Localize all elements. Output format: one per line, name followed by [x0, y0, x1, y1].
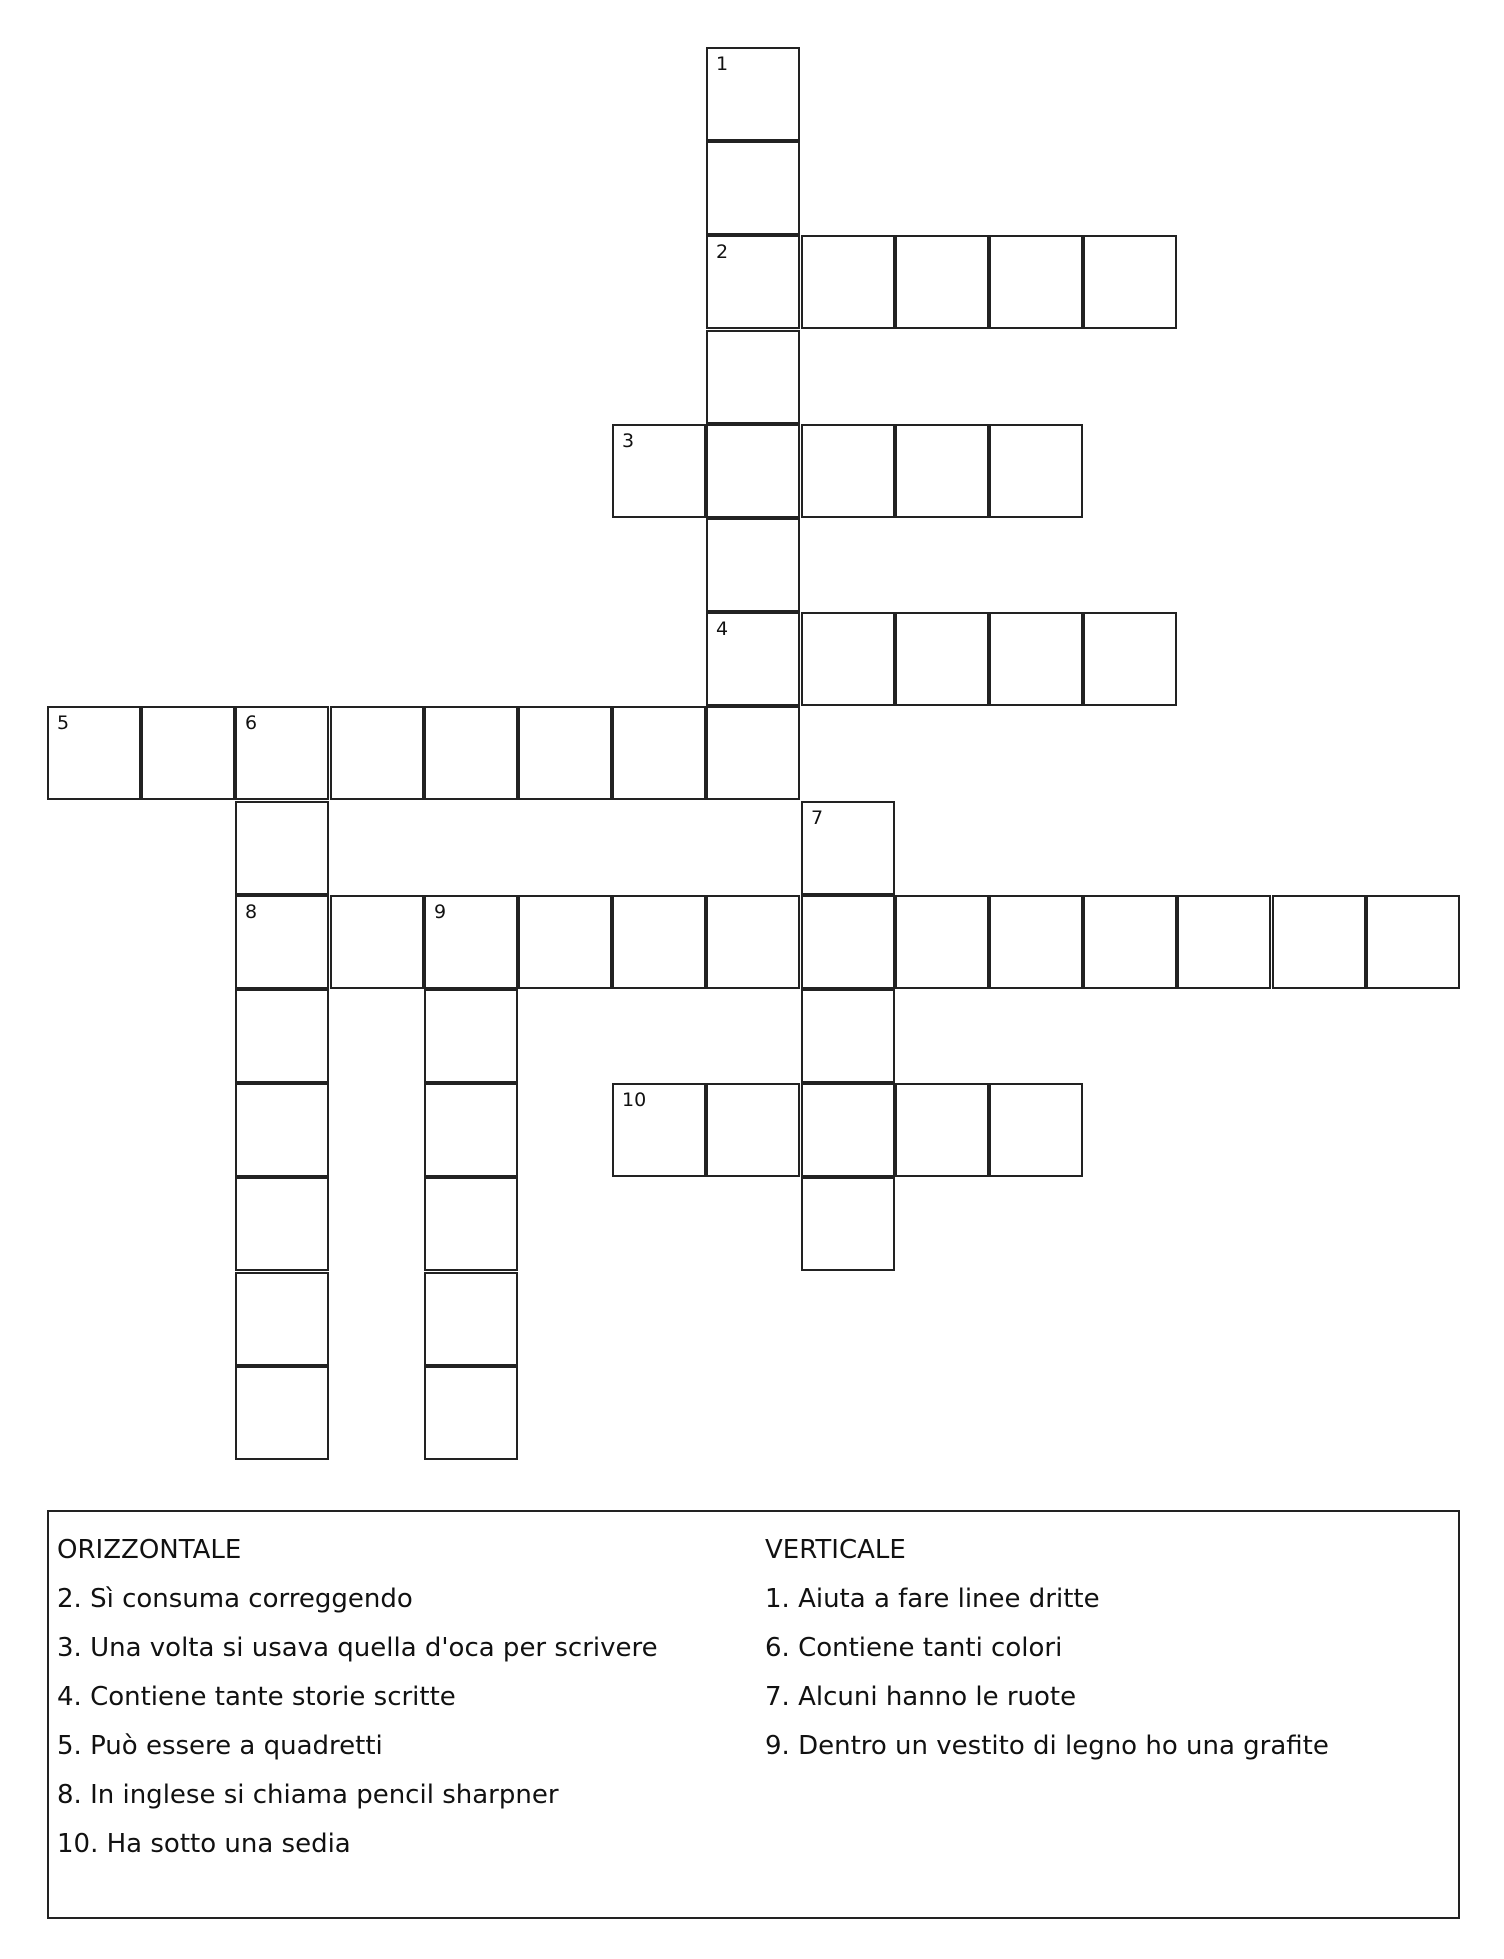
crossword-cell[interactable] [235, 1083, 329, 1177]
crossword-cell[interactable] [141, 706, 235, 800]
across-clue-10: 10. Ha sotto una sedia [57, 1829, 351, 1859]
crossword-cell[interactable] [330, 706, 424, 800]
across-heading: ORIZZONTALE [57, 1535, 242, 1565]
crossword-cell[interactable] [424, 1366, 518, 1460]
crossword-cell-9[interactable] [424, 895, 518, 989]
crossword-cell[interactable] [424, 989, 518, 1083]
crossword-cell[interactable] [706, 141, 800, 235]
across-clues [57, 1526, 658, 1869]
crossword-cell[interactable] [801, 612, 895, 706]
crossword-cell[interactable] [1366, 895, 1460, 989]
crossword-cell[interactable] [706, 330, 800, 424]
across-clue-2: 2. Sì consuma correggendo [57, 1584, 413, 1614]
crossword-cell[interactable] [801, 989, 895, 1083]
down-clue-1: 1. Aiuta a fare linee dritte [765, 1584, 1100, 1614]
crossword-cell[interactable] [989, 895, 1083, 989]
down-clue-7: 7. Alcuni hanno le ruote [765, 1682, 1077, 1712]
clue-number: 6 [245, 712, 258, 734]
clue-number: 1 [716, 53, 729, 75]
crossword-cell[interactable] [518, 706, 612, 800]
crossword-cell[interactable] [235, 801, 329, 895]
crossword-cell[interactable] [895, 612, 989, 706]
crossword-cell[interactable] [612, 895, 706, 989]
crossword-cell[interactable] [895, 1083, 989, 1177]
crossword-cell[interactable] [895, 895, 989, 989]
crossword-cell-1[interactable] [706, 47, 800, 141]
crossword-cell-4[interactable] [706, 612, 800, 706]
across-clue-8: 8. In inglese si chiama pencil sharpner [57, 1780, 559, 1810]
crossword-cell[interactable] [1083, 895, 1177, 989]
down-heading: VERTICALE [765, 1535, 906, 1565]
clue-number: 9 [434, 901, 447, 923]
crossword-cell[interactable] [1083, 612, 1177, 706]
crossword-cell[interactable] [706, 424, 800, 518]
crossword-cell[interactable] [424, 1083, 518, 1177]
down-clue-6: 6. Contiene tanti colori [765, 1633, 1063, 1663]
crossword-cell[interactable] [612, 706, 706, 800]
crossword-cell-3[interactable] [612, 424, 706, 518]
crossword-cell-5[interactable] [47, 706, 141, 800]
crossword-cell[interactable] [235, 1272, 329, 1366]
crossword-cell[interactable] [801, 424, 895, 518]
crossword-cell[interactable] [1272, 895, 1366, 989]
crossword-cell[interactable] [1177, 895, 1271, 989]
clue-number: 7 [811, 807, 824, 829]
crossword-cell-6[interactable] [235, 706, 329, 800]
crossword-cell[interactable] [424, 1272, 518, 1366]
clue-number: 4 [716, 618, 729, 640]
crossword-cell[interactable] [895, 235, 989, 329]
crossword-cell[interactable] [706, 706, 800, 800]
crossword-cell[interactable] [801, 1177, 895, 1271]
clue-number: 3 [622, 430, 635, 452]
clue-number: 5 [57, 712, 70, 734]
crossword-cell[interactable] [989, 1083, 1083, 1177]
crossword-cell[interactable] [1083, 235, 1177, 329]
crossword-cell-2[interactable] [706, 235, 800, 329]
crossword-cell[interactable] [518, 895, 612, 989]
crossword-cell[interactable] [424, 1177, 518, 1271]
crossword-cell[interactable] [989, 612, 1083, 706]
down-clues [765, 1526, 1329, 1771]
across-clue-5: 5. Può essere a quadretti [57, 1731, 383, 1761]
clue-number: 10 [622, 1089, 647, 1111]
crossword-cell[interactable] [235, 1177, 329, 1271]
crossword-cell-10[interactable] [612, 1083, 706, 1177]
crossword-cell[interactable] [235, 1366, 329, 1460]
crossword-cell[interactable] [706, 895, 800, 989]
crossword-cell[interactable] [424, 706, 518, 800]
crossword-cell[interactable] [801, 1083, 895, 1177]
crossword-cell[interactable] [989, 424, 1083, 518]
down-clue-9: 9. Dentro un vestito di legno ho una grafite [765, 1731, 1329, 1761]
crossword-cell[interactable] [989, 235, 1083, 329]
clue-number: 2 [716, 241, 729, 263]
crossword-cell[interactable] [801, 895, 895, 989]
crossword-cell[interactable] [235, 989, 329, 1083]
crossword-cell[interactable] [706, 1083, 800, 1177]
across-clue-3: 3. Una volta si usava quella d'oca per scrivere [57, 1633, 658, 1663]
crossword-cell[interactable] [895, 424, 989, 518]
crossword-cell[interactable] [801, 235, 895, 329]
crossword-cell-7[interactable] [801, 801, 895, 895]
clue-number: 8 [245, 901, 258, 923]
crossword-cell[interactable] [706, 518, 800, 612]
across-clue-4: 4. Contiene tante storie scritte [57, 1682, 456, 1712]
clues-box [47, 1510, 1460, 1919]
crossword-cell-8[interactable] [235, 895, 329, 989]
crossword-cell[interactable] [330, 895, 424, 989]
